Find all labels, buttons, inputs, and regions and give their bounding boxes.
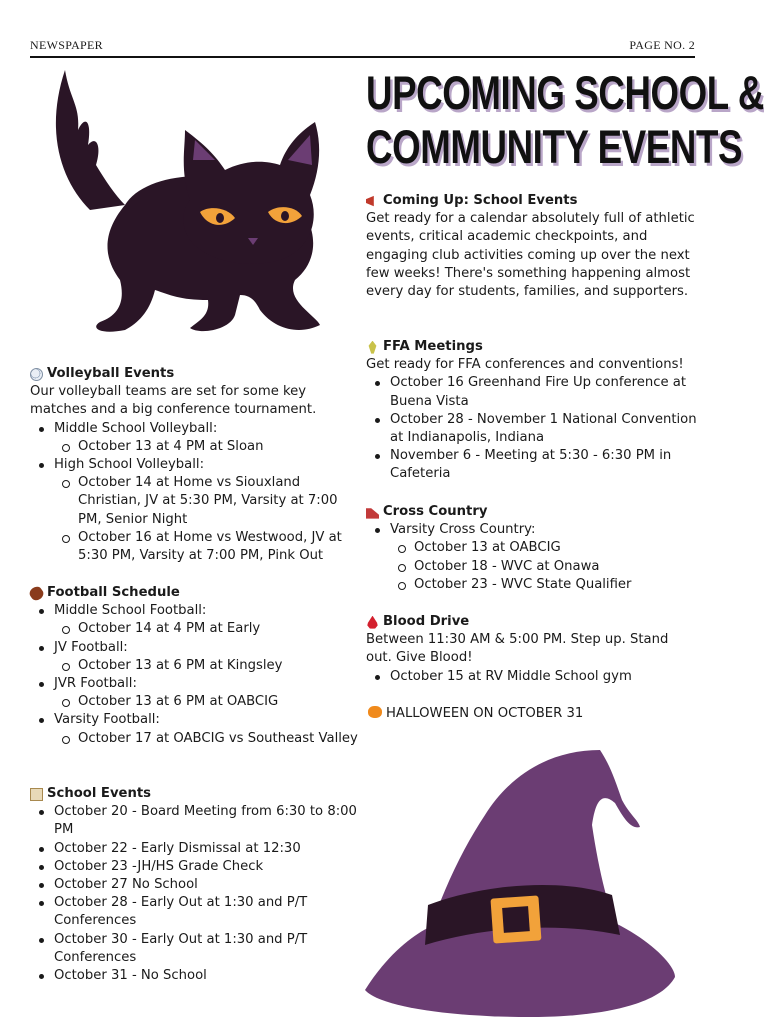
coming-up-section: [366, 192, 696, 301]
blood-drive-text: Between 11:30 AM & 5:00 PM. Step up. Stand out. Give Blood!: [366, 632, 669, 666]
witch-hat-illustration: [360, 745, 690, 1020]
list-item: JV Football: October 13 at 6 PM at Kingsley: [30, 639, 360, 675]
megaphone-icon: [366, 195, 379, 208]
list-item: October 13 at 4 PM at Sloan: [54, 438, 360, 456]
list-item: October 23 -JH/HS Grade Check: [30, 858, 360, 876]
corn-icon: [366, 341, 379, 354]
ffa-heading: FFA Meetings: [366, 338, 701, 356]
cross-country-section: [366, 503, 696, 594]
volleyball-heading: Volleyball Events: [30, 365, 360, 383]
list-item: High School Volleyball: October 14 at Home vs Siouxland Christian, JV at 5:30 PM, Varsity at 7:00 PM, Senior Night October 16 at Home vs Westwood, JV at 5:30 PM, Varsity at 7:00 PM, Pink Out: [30, 456, 360, 565]
football-icon: [27, 584, 45, 602]
list-item: Middle School Football: October 14 at 4 PM at Early: [30, 602, 360, 638]
list-item: October 17 at OABCIG vs Southeast Valley: [54, 730, 360, 748]
black-cat-illustration: [30, 60, 350, 360]
list-item: October 16 Greenhand Fire Up conference at Buena Vista: [366, 374, 701, 410]
cross-country-heading: Cross Country: [366, 503, 696, 521]
header-page-number: PAGE NO. 2: [629, 38, 695, 52]
running-shoe-icon: [366, 506, 379, 519]
coming-up-text: Get ready for a calendar absolutely full of athletic events, critical academic checkpoints, and engaging club activities coming up over the next few weeks! There's something happening almost every day for students, families, and supporters.: [366, 211, 695, 300]
list-item: Varsity Football: October 17 at OABCIG vs Southeast Valley: [30, 711, 360, 747]
title-line-2: COMMUNITY EVENTS: [366, 120, 743, 173]
list-item: Middle School Volleyball: October 13 at 4 PM at Sloan: [30, 420, 360, 456]
blood-drive-section: [366, 613, 696, 686]
list-item: October 23 - WVC State Qualifier: [390, 576, 696, 594]
blood-drop-icon: [366, 616, 379, 629]
title-line-1: UPCOMING SCHOOL &: [366, 66, 764, 119]
page-header: [30, 38, 695, 58]
list-item: JVR Football: October 13 at 6 PM at OABCIG: [30, 675, 360, 711]
list-item: October 14 at Home vs Siouxland Christian, JV at 5:30 PM, Varsity at 7:00 PM, Senior Night: [54, 474, 360, 529]
football-section: [30, 584, 360, 748]
list-item: October 27 No School: [30, 876, 360, 894]
school-events-heading: School Events: [30, 785, 360, 803]
list-item: October 13 at OABCIG: [390, 539, 696, 557]
list-item: October 13 at 6 PM at Kingsley: [54, 657, 360, 675]
school-events-section: [30, 785, 360, 985]
volleyball-section: [30, 365, 360, 565]
list-item: October 18 - WVC at Onawa: [390, 558, 696, 576]
ffa-section: [366, 338, 701, 484]
list-item: October 14 at 4 PM at Early: [54, 620, 360, 638]
school-building-icon: [30, 788, 43, 801]
list-item: Varsity Cross Country: October 13 at OABCIG October 18 - WVC at Onawa October 23 - WVC State Qualifier: [366, 521, 696, 594]
list-item: October 28 - November 1 National Convention at Indianapolis, Indiana: [366, 411, 701, 447]
list-item: October 31 - No School: [30, 967, 360, 985]
list-item: October 15 at RV Middle School gym: [366, 668, 696, 686]
volleyball-text: Our volleyball teams are set for some key matches and a big conference tournament.: [30, 384, 317, 418]
list-item: October 22 - Early Dismissal at 12:30: [30, 840, 360, 858]
halloween-note: HALLOWEEN ON OCTOBER 31: [368, 705, 698, 723]
header-newspaper-label: NEWSPAPER: [30, 38, 103, 52]
ffa-text: Get ready for FFA conferences and conventions!: [366, 357, 684, 373]
list-item: November 6 - Meeting at 5:30 - 6:30 PM in Cafeteria: [366, 447, 701, 483]
football-heading: Football Schedule: [30, 584, 360, 602]
page-title: [366, 66, 764, 174]
coming-up-heading: Coming Up: School Events: [366, 192, 696, 210]
volleyball-icon: [30, 368, 43, 381]
list-item: October 13 at 6 PM at OABCIG: [54, 693, 360, 711]
ffa-list: [366, 374, 701, 483]
list-item: October 16 at Home vs Westwood, JV at 5:30 PM, Varsity at 7:00 PM, Pink Out: [54, 529, 360, 565]
blood-drive-heading: Blood Drive: [366, 613, 696, 631]
list-item: October 28 - Early Out at 1:30 and P/T Conferences: [30, 894, 360, 930]
list-item: October 20 - Board Meeting from 6:30 to 8:00 PM: [30, 803, 360, 839]
list-item: October 30 - Early Out at 1:30 and P/T Conferences: [30, 931, 360, 967]
jack-o-lantern-icon: [368, 706, 382, 718]
